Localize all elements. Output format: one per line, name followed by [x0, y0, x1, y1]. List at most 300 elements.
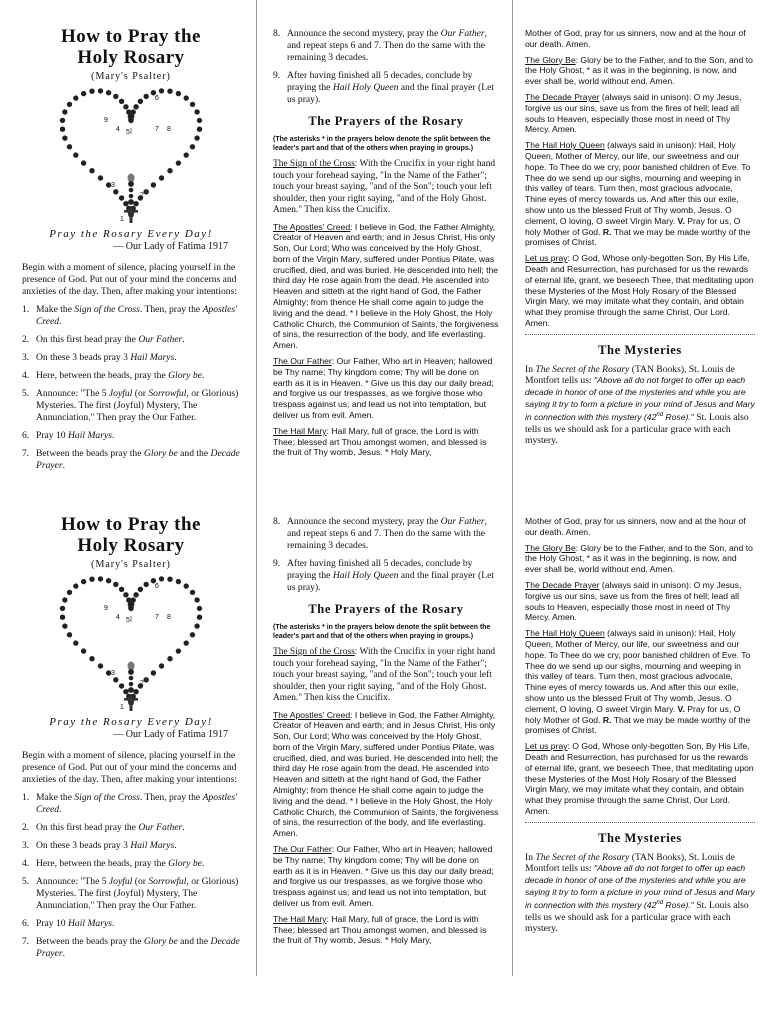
- rosary-bead: [123, 689, 128, 694]
- prayer-label: The Our Father: [273, 356, 332, 367]
- step-text: Between the beads pray the: [36, 936, 144, 947]
- step-emphasis: Hail Marys: [67, 430, 112, 441]
- instruction-step: [22, 792, 240, 816]
- diagram-number-label: 6: [155, 95, 159, 102]
- step-text: Between the beads pray the: [36, 448, 144, 459]
- step-number: 9.: [273, 70, 281, 81]
- instruction-step: [273, 558, 499, 594]
- rosary-bead: [159, 88, 164, 93]
- prayer-label: The Our Father: [273, 844, 332, 855]
- pendant-bead: [129, 676, 134, 681]
- prayer-label: The Glory Be: [525, 542, 576, 553]
- step-number: 2.: [22, 334, 30, 345]
- step-text: .: [62, 460, 66, 471]
- prayer-text: : Hail Mary, full of grace, the Lord is with Thee; blessed art Thou amongst women, and blessed is the fruit of Thy womb, Jesus. * Holy Mary,: [273, 425, 487, 458]
- instruction-step: [22, 334, 240, 346]
- step-number: 1.: [22, 792, 30, 803]
- rosary-bead: [81, 91, 86, 96]
- diagram-number-label: 3: [111, 182, 115, 189]
- rosary-bead: [123, 104, 128, 109]
- mysteries-text: St. Louis also tells us we should ask for a particular grace with each mystery.: [525, 899, 749, 935]
- mysteries-text: St. Louis also tells us we should ask for a particular grace with each mystery.: [525, 411, 749, 447]
- prayer-sign-of-cross: [273, 647, 499, 705]
- prayers-heading: The Prayers of the Rosary: [308, 114, 464, 128]
- prayer-label: The Hail Mary: [273, 913, 327, 924]
- step-emphasis: Hail Marys: [130, 840, 175, 851]
- mysteries-text: In: [525, 363, 536, 375]
- rosary-bead: [89, 577, 94, 582]
- steps-list: [22, 304, 240, 472]
- rosary-bead: [113, 94, 118, 99]
- rosary-bead: [60, 127, 65, 132]
- rosary-bead: [184, 152, 189, 157]
- rosary-bead: [159, 576, 164, 581]
- prayer-text: : Glory be to the Father, and to the Son, and to the Holy Ghost, * as it was in the beginning, is now, and ever shall be, world without end. Amen.: [525, 542, 753, 575]
- rosary-bead: [194, 135, 199, 140]
- step-emphasis: Our Father: [138, 822, 183, 833]
- prayer-apostles-creed: [273, 710, 499, 840]
- rosary-bead: [167, 168, 172, 173]
- title-line-1: How to Pray the: [61, 514, 201, 535]
- prayer-label: The Apostles' Creed: [273, 709, 351, 720]
- step-number: 5.: [22, 876, 30, 887]
- fatima-attribution: — Our Lady of Fatima 1917: [113, 241, 228, 252]
- prayers-heading: The Prayers of the Rosary: [308, 602, 464, 616]
- rosary-bead: [62, 597, 67, 602]
- rosary-bead: [194, 597, 199, 602]
- rosary-bead: [113, 582, 118, 587]
- book-title: The Secret of the Rosary: [535, 851, 630, 863]
- prayer-let-us-pray: [525, 253, 755, 329]
- rosary-bead: [123, 592, 128, 597]
- diagram-number-label: 9: [104, 605, 108, 612]
- prayer-text: : I believe in God, the Father Almighty, Creator of Heaven and earth; and in Jesus Christ, His only Son, Our Lord; Who was conceived by the Holy Ghost, born of the Virgin Mary, suffered under Pontius Pilate, was crucified, died, and was buried. He descended into hell; the third day He rose again from the dead. He ascended into Heaven and sitteth at the right hand of God, the Father Almighty; from thence He shall come again to judge the living and the dead. * I believe in the Holy Ghost, the Holy Catholic Church, the Communion of Saints, the forgiveness of sins, the resurrection of the body, and life everlasting. Amen.: [273, 221, 499, 351]
- prayer-text: (always said in unison): Hail, Holy Queen, Mother of Mercy, our life, our sweetness and our hope. To Thee do we cry, poor banished children of Eve. To Thee do we send up our sighs, mourning and weeping in this valley of tears. Turn then, most gracious advocate, Thine eyes of mercy towards us. And after this our exile, show unto us the blessed Fruit of Thy womb, Jesus. O clement, O loving, O sweet Virgin Mary.: [525, 628, 751, 714]
- diagram-number-label: 8: [167, 126, 171, 133]
- diagram-number-label: 2: [140, 192, 144, 199]
- prayer-text: : O God, Whose only-begotten Son, By His Life, Death and Resurrection, has purchased for us the rewards of eternal life, grant, we beseech Thee, that meditating upon these Mysteries of the Most Holy Rosary of the Blessed Virgin Mary, we may imitate what they contain, and obtain what they promise through the same Christ, Our Lord. Amen.: [525, 741, 754, 816]
- step-emphasis: Glory be: [143, 936, 178, 947]
- response-mark: R.: [602, 714, 612, 725]
- step-text: Here, between the beads, pray the: [36, 858, 169, 869]
- column-prayers-continued: [512, 488, 768, 976]
- step-text: . Then, pray the: [139, 792, 203, 803]
- step-text: , and repeat steps 6 and 7. Then do the same with the remaining 3 decades.: [287, 28, 488, 63]
- versicle-text: Pray for us, O holy Mother of God.: [525, 703, 741, 725]
- diagram-number-label: 1: [120, 704, 124, 711]
- diagram-number-label: 3: [111, 670, 115, 677]
- book-title: The Secret of the Rosary: [535, 363, 630, 375]
- step-emphasis: Our Father: [440, 516, 485, 527]
- step-text: .: [59, 804, 62, 815]
- column-instructions: [0, 488, 256, 976]
- step-number: 4.: [22, 370, 30, 381]
- rosary-bead: [144, 94, 149, 99]
- rosary-bead: [133, 592, 138, 597]
- mysteries-heading: The Mysteries: [598, 830, 682, 845]
- step-text: .: [201, 858, 205, 869]
- dotted-divider: [525, 822, 755, 823]
- diagram-number-label: 9: [104, 117, 108, 124]
- prayer-hail-mary: [273, 426, 499, 458]
- rosary-bead: [73, 152, 78, 157]
- step-number: 9.: [273, 558, 281, 569]
- instruction-step: [22, 448, 240, 472]
- prayer-glory-be: [525, 55, 755, 87]
- instruction-step: [22, 840, 240, 852]
- rosary-bead: [123, 201, 128, 206]
- diagram-number-label: 5: [126, 129, 130, 136]
- crucifix-upright: [130, 694, 133, 711]
- rosary-bead: [128, 605, 133, 610]
- prayer-text: (always said in unison): Hail, Holy Queen, Mother of Mercy, our life, our sweetness and our hope. To Thee do we cry, poor banished children of Eve. To Thee do we send up our sighs, mourning and weeping in this valley of tears. Turn then, most gracious advocate, Thine eyes of mercy towards us. And after this our exile, show unto us the blessed Fruit of Thy womb, Jesus. O clement, O loving, O sweet Virgin Mary.: [525, 140, 751, 226]
- rosary-bead: [184, 95, 189, 100]
- instruction-step: [273, 516, 499, 552]
- prayer-label: The Decade Prayer: [525, 579, 600, 590]
- prayer-text: : With the Crucifix in your right hand touch your forehead saying, "In the Name of the Father"; touch your breast saying, "and of the Son"; touch your left shoulder, then your right saying, "and of the Holy Ghost. Amen." Then kiss the Crucifix.: [273, 159, 496, 215]
- step-emphasis: Hail Marys: [130, 352, 175, 363]
- prayer-label: The Hail Mary: [273, 425, 327, 436]
- step-text: (or: [132, 388, 149, 399]
- rosary-bead: [62, 135, 67, 140]
- quote-text: "Above all do not forget to offer up each decade in honor of one of the mysteries and while you are saying it try to form a picture in your mind of Jesus and Mary in connection with this mystery (42: [525, 375, 755, 422]
- step-text: and the final prayer (Let us pray).: [287, 570, 494, 593]
- pendant-bead: [129, 682, 134, 687]
- prayer-glory-be: [525, 543, 755, 575]
- instruction-step: [273, 70, 499, 106]
- mysteries-text: (TAN Books), St. Louis de Montfort tells us:: [525, 851, 735, 875]
- subtitle: (Mary's Psalter): [91, 559, 171, 570]
- prayer-our-father: [273, 844, 499, 909]
- prayer-hail-holy-queen: [525, 628, 755, 736]
- step-text: On this first bead pray the: [36, 334, 139, 345]
- pendant-bead: [128, 669, 134, 675]
- rosary-bead: [176, 648, 181, 653]
- rosary-bead: [60, 606, 65, 611]
- step-text: and the final prayer (Let us pray).: [287, 82, 494, 105]
- step-emphasis: Decade Prayer: [36, 936, 240, 959]
- rosary-bead: [190, 632, 195, 637]
- mysteries-paragraph: [525, 364, 755, 447]
- instruction-step: [22, 858, 240, 870]
- rosary-bead: [151, 182, 156, 187]
- step-text: Pray 10: [36, 918, 68, 929]
- step-emphasis: Our Father: [440, 28, 485, 39]
- diagram-number-label: 7: [155, 126, 159, 133]
- title-line-2: Holy Rosary: [77, 47, 185, 68]
- rosary-bead: [197, 615, 202, 620]
- step-emphasis: Sign of the Cross: [74, 792, 140, 803]
- step-emphasis: Apostles' Creed: [36, 792, 238, 815]
- step-text: .: [59, 316, 62, 327]
- prayer-label: The Glory Be: [525, 54, 576, 65]
- step-emphasis: Glory be: [168, 370, 202, 381]
- step-emphasis: Hail Holy Queen: [332, 82, 399, 93]
- step-emphasis: Joyful: [108, 876, 133, 887]
- prayer-hail-mary: [273, 914, 499, 946]
- rosary-bead: [190, 102, 195, 107]
- rosary-bead: [144, 582, 149, 587]
- instruction-step: [22, 918, 240, 930]
- response-text: That we may be made worthy of the promises of Christ.: [525, 714, 751, 736]
- instruction-step: [22, 352, 240, 364]
- step-number: 2.: [22, 822, 30, 833]
- prayer-decade: [525, 92, 755, 135]
- step-text: .: [174, 840, 177, 851]
- rosary-bead: [113, 677, 118, 682]
- diagram-number-label: 4: [116, 126, 120, 133]
- step-number: 4.: [22, 858, 30, 869]
- rosary-bead: [167, 577, 172, 582]
- rosary-bead: [119, 195, 124, 200]
- step-text: After having finished all 5 decades, conclude by praying the: [287, 70, 473, 93]
- step-text: Announce: "The 5: [36, 388, 109, 399]
- rosary-bead: [144, 189, 149, 194]
- diagram-number-label: 2: [140, 680, 144, 687]
- rosary-bead: [73, 640, 78, 645]
- rosary-bead: [106, 578, 111, 583]
- rosary-bead: [98, 175, 103, 180]
- step-text: and the: [177, 448, 211, 459]
- rosary-bead: [167, 89, 172, 94]
- step-text: Here, between the beads, pray the: [36, 370, 169, 381]
- diagram-number-label: 6: [155, 583, 159, 590]
- step-emphasis: Sign of the Cross: [74, 304, 140, 315]
- rosary-bead: [62, 109, 67, 114]
- step-emphasis: Joyful: [108, 388, 133, 399]
- ordinal-suffix: nd: [656, 412, 664, 419]
- rosary-bead: [197, 118, 202, 123]
- prayer-text: : With the Crucifix in your right hand touch your forehead saying, "In the Name of the Father"; touch your breast saying, "and of the Son"; touch your left shoulder, then your right saying, "and of the Holy Ghost. Amen." Then kiss the Crucifix.: [273, 647, 496, 703]
- rosary-bead: [89, 168, 94, 173]
- quote-text: Rose).": [663, 899, 694, 910]
- dotted-divider: [525, 334, 755, 335]
- rosary-bead: [73, 583, 78, 588]
- rosary-bead: [62, 623, 67, 628]
- step-number: 6.: [22, 918, 30, 929]
- rosary-bead: [176, 579, 181, 584]
- crucifix-upright: [130, 206, 133, 223]
- step-emphasis: Hail Marys: [67, 918, 112, 929]
- instruction-step: [22, 430, 240, 442]
- step-emphasis: Hail Holy Queen: [332, 570, 399, 581]
- mysteries-heading: The Mysteries: [598, 342, 682, 357]
- step-number: 6.: [22, 430, 30, 441]
- step-text: .: [111, 430, 115, 441]
- mysteries-text: (TAN Books), St. Louis de Montfort tells us:: [525, 363, 735, 387]
- versicle-mark: V.: [677, 703, 685, 714]
- step-text: On these 3 beads pray 3: [36, 352, 131, 363]
- step-text: .: [111, 918, 115, 929]
- rosary-bead: [190, 144, 195, 149]
- step-emphasis: Our Father: [138, 334, 183, 345]
- prayer-label: The Apostles' Creed: [273, 221, 351, 232]
- step-text: Pray 10: [36, 430, 68, 441]
- instruction-step: [22, 304, 240, 328]
- instruction-step: [273, 28, 499, 64]
- rosary-bead: [128, 117, 133, 122]
- instruction-step: [22, 370, 240, 382]
- rosary-bead: [176, 91, 181, 96]
- step-text: and the: [177, 936, 211, 947]
- rosary-bead: [119, 683, 124, 688]
- step-text: Announce the second mystery, pray the: [287, 28, 441, 39]
- prayer-our-father: [273, 356, 499, 421]
- step-emphasis: Sorrowful: [148, 388, 187, 399]
- step-number: 7.: [22, 936, 30, 947]
- prayer-label: Let us pray: [525, 741, 568, 752]
- rosary-bead: [138, 587, 143, 592]
- step-text: (or: [132, 876, 149, 887]
- rosary-bead: [60, 118, 65, 123]
- rosary-bead: [67, 590, 72, 595]
- crucifix-crossbar: [124, 698, 138, 701]
- prayer-decade: [525, 580, 755, 623]
- prayer-label: The Sign of the Cross: [273, 159, 355, 169]
- rosary-bead: [119, 99, 124, 104]
- step-text: After having finished all 5 decades, conclude by praying the: [287, 558, 473, 581]
- hail-mary-continued: Mother of God, pray for us sinners, now and at the hour of our death. Amen.: [525, 516, 746, 537]
- pray-every-day: Pray the Rosary Every Day!: [49, 716, 213, 728]
- rosary-bead: [138, 99, 143, 104]
- column-prayers: [256, 488, 513, 976]
- asterisk-note: (The asterisks * in the prayers below denote the split between the leader's part and that of the others when praying in groups.): [273, 624, 491, 640]
- steps-list-continued: [273, 516, 499, 594]
- title-line-2: Holy Rosary: [77, 535, 185, 556]
- prayer-let-us-pray: [525, 741, 755, 817]
- pendant-bead: [129, 194, 134, 199]
- rosary-bead: [176, 160, 181, 165]
- rosary-bead: [133, 104, 138, 109]
- crucifix-crossbar: [124, 210, 138, 213]
- instruction-step: [22, 822, 240, 834]
- column-prayers-continued: [512, 0, 768, 488]
- hail-mary-continued: Mother of God, pray for us sinners, now and at the hour of our death. Amen.: [525, 28, 746, 49]
- steps-list-continued: [273, 28, 499, 106]
- prayer-text: : Glory be to the Father, and to the Son, and to the Holy Ghost, * as it was in the beginning, is now, and ever shall be, world without end. Amen.: [525, 54, 753, 87]
- step-text: .: [174, 352, 177, 363]
- step-text: On this first bead pray the: [36, 822, 139, 833]
- fatima-attribution: — Our Lady of Fatima 1917: [113, 729, 228, 740]
- rosary-diagram: [56, 84, 206, 224]
- steps-list: [22, 792, 240, 960]
- flyer-copy-bottom: [0, 488, 768, 1000]
- prayer-hail-holy-queen: [525, 140, 755, 248]
- pendant-bead: [129, 188, 134, 193]
- step-number: 3.: [22, 840, 30, 851]
- rosary-bead: [81, 579, 86, 584]
- step-text: .: [182, 822, 185, 833]
- step-text: Announce the second mystery, pray the: [287, 516, 441, 527]
- step-text: Announce: "The 5: [36, 876, 109, 887]
- rosary-bead: [184, 583, 189, 588]
- rosary-bead: [81, 160, 86, 165]
- response-text: That we may be made worthy of the promises of Christ.: [525, 226, 751, 248]
- quote-text: Rose).": [663, 411, 694, 422]
- step-text: Make the: [36, 304, 75, 315]
- mysteries-paragraph: [525, 852, 755, 935]
- rosary-bead: [133, 201, 138, 206]
- rosary-bead: [113, 189, 118, 194]
- step-text: On these 3 beads pray 3: [36, 840, 131, 851]
- diagram-number-label: 1: [120, 216, 124, 223]
- column-prayers: [256, 0, 513, 488]
- prayer-text: (always said in unison): O my Jesus, forgive us our sins, save us from the fires of hell; lead all souls to Heaven, especially those most in need of Thy Mercy. Amen.: [525, 579, 742, 623]
- step-emphasis: Decade Prayer: [36, 448, 240, 471]
- response-mark: R.: [602, 226, 612, 237]
- quote-text: "Above all do not forget to offer up each decade in honor of one of the mysteries and while you are saying it try to form a picture in your mind of Jesus and Mary in connection with this mystery (42: [525, 863, 755, 910]
- intro-paragraph: Begin with a moment of silence, placing yourself in the presence of God. Put out of your mind the concerns and anxieties of the day. Then, after making your intentions:: [22, 262, 238, 297]
- rosary-bead: [67, 632, 72, 637]
- instruction-step: [22, 936, 240, 960]
- step-text: . Then, pray the: [139, 304, 203, 315]
- versicle-text: Pray for us, O holy Mother of God.: [525, 215, 741, 237]
- step-emphasis: Glory be: [143, 448, 178, 459]
- step-number: 8.: [273, 28, 281, 39]
- versicle-mark: V.: [677, 215, 685, 226]
- rosary-bead: [151, 670, 156, 675]
- instruction-step: [22, 388, 240, 424]
- prayer-label: The Hail Holy Queen: [525, 628, 605, 639]
- prayer-text: : O God, Whose only-begotten Son, By His Life, Death and Resurrection, has purchased for us the rewards of eternal life, grant, we beseech Thee, that meditating upon these Mysteries of the Most Holy Rosary of the Blessed Virgin Mary, we may imitate what they contain, and obtain what they promise through the same Christ, Our Lord. Amen.: [525, 253, 754, 328]
- step-text: .: [182, 334, 185, 345]
- prayer-text: : Hail Mary, full of grace, the Lord is with Thee; blessed art Thou amongst women, and blessed is the fruit of Thy womb, Jesus. * Holy Mary,: [273, 913, 487, 946]
- step-number: 3.: [22, 352, 30, 363]
- prayer-label: The Decade Prayer: [525, 91, 600, 102]
- rosary-bead: [197, 127, 202, 132]
- step-text: .: [201, 370, 205, 381]
- rosary-bead: [73, 95, 78, 100]
- prayer-text: : Our Father, Who art in Heaven; hallowed be Thy name; Thy kingdom come; Thy will be done on earth as it is in Heaven. * Give us this day our daily bread; and forgive us our trespasses, as we forgive those who trespass against us; and lead us not into temptation, but deliver us from evil. Amen.: [273, 356, 494, 421]
- step-number: 7.: [22, 448, 30, 459]
- step-text: Make the: [36, 792, 75, 803]
- subtitle: (Mary's Psalter): [91, 71, 171, 82]
- diagram-number-label: 5: [126, 617, 130, 624]
- column-instructions: [0, 0, 256, 488]
- prayer-label: The Sign of the Cross: [273, 647, 355, 657]
- diagram-number-label: 8: [167, 614, 171, 621]
- intro-paragraph: Begin with a moment of silence, placing yourself in the presence of God. Put out of your mind the concerns and anxieties of the day. Then, after making your intentions:: [22, 750, 238, 785]
- step-emphasis: Sorrowful: [148, 876, 187, 887]
- step-number: 5.: [22, 388, 30, 399]
- step-text: , or Glorious) Mysteries. The first (Joyful) Mystery, The Annunciation." Then pray the Our Father.: [36, 876, 239, 911]
- step-text: .: [62, 948, 66, 959]
- rosary-bead: [81, 648, 86, 653]
- rosary-diagram: [56, 572, 206, 712]
- step-emphasis: Apostles' Creed: [36, 304, 238, 327]
- mysteries-text: In: [525, 851, 536, 863]
- instruction-step: [22, 876, 240, 912]
- rosary-bead: [106, 90, 111, 95]
- rosary-bead: [194, 109, 199, 114]
- rosary-bead: [184, 640, 189, 645]
- pendant-bead: [128, 181, 134, 187]
- rosary-bead: [98, 576, 103, 581]
- rosary-bead: [98, 88, 103, 93]
- rosary-bead: [60, 615, 65, 620]
- pray-every-day: Pray the Rosary Every Day!: [49, 228, 213, 240]
- rosary-bead: [67, 102, 72, 107]
- prayer-text: : I believe in God, the Father Almighty, Creator of Heaven and earth; and in Jesus Christ, His only Son, Our Lord; Who was conceived by the Holy Ghost, born of the Virgin Mary, suffered under Pontius Pilate, was crucified, died, and was buried. He descended into hell; the third day He rose again from the dead. He ascended into Heaven and sitteth at the right hand of God, the Father Almighty; from thence He shall come again to judge the living and the dead. * I believe in the Holy Ghost, the Holy Catholic Church, the Communion of Saints, the forgiveness of sins, the resurrection of the body, and life everlasting. Amen.: [273, 709, 499, 839]
- rosary-bead: [159, 663, 164, 668]
- step-text: , or Glorious) Mysteries. The first (Joyful) Mystery, The Annunciation." Then pray the Our Father.: [36, 388, 239, 423]
- pendant-bead: [128, 687, 134, 693]
- asterisk-note: (The asterisks * in the prayers below denote the split between the leader's part and that of the others when praying in groups.): [273, 136, 491, 152]
- prayer-label: Let us pray: [525, 253, 568, 264]
- diagram-number-label: 4: [116, 614, 120, 621]
- prayer-label: The Hail Holy Queen: [525, 140, 605, 151]
- rosary-bead: [167, 656, 172, 661]
